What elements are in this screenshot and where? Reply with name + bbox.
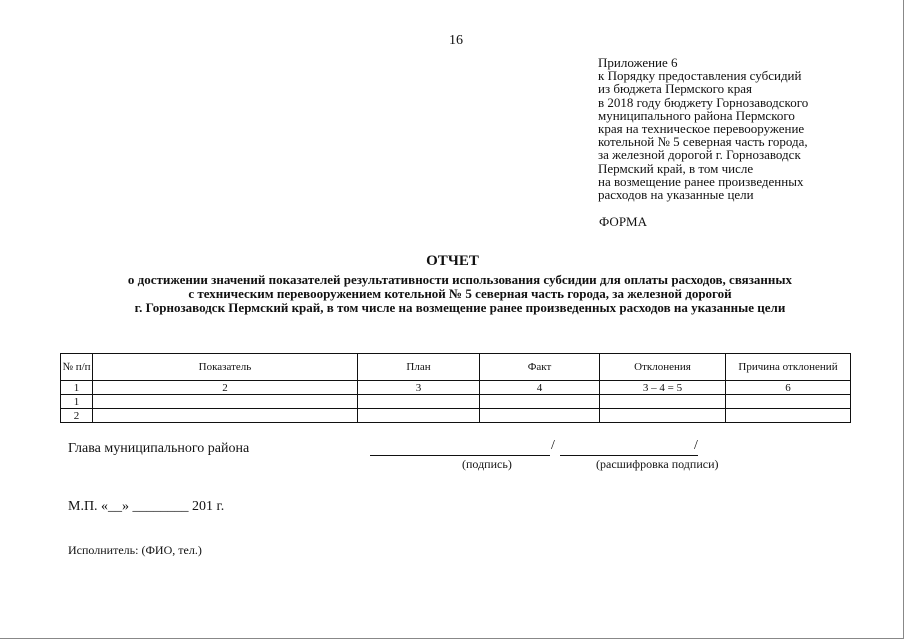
appendix-line: Приложение 6 [598, 55, 678, 70]
table-cell: 3 – 4 = 5 [600, 381, 726, 395]
table-cell [726, 395, 851, 409]
table-cell [93, 409, 358, 423]
table-header-row [61, 354, 851, 381]
signature-caption: (подпись) [462, 457, 512, 471]
document-title: ОТЧЕТ [426, 253, 479, 269]
table-row [61, 395, 851, 409]
header-number: № п/п [61, 354, 93, 381]
table-cell [480, 409, 600, 423]
table-cell: 6 [726, 381, 851, 395]
header-deviations: Отклонения [600, 354, 726, 381]
report-table [60, 353, 851, 423]
header-deviation-reason: Причина отклонений [726, 354, 851, 381]
table-cell: 3 [358, 381, 480, 395]
appendix-line: за железной дорогой г. Горнозаводск [598, 147, 801, 163]
table-cell: 2 [93, 381, 358, 395]
table-cell: 4 [480, 381, 600, 395]
stamp-date-line: М.П. «__» ________ 201 г. [68, 499, 225, 514]
table-cell: 1 [61, 395, 93, 409]
table-cell [726, 409, 851, 423]
header-plan: План [358, 354, 480, 381]
signature-line [370, 455, 550, 456]
table-numbering-row [61, 381, 851, 395]
page-number: 16 [449, 33, 463, 48]
appendix-line: в 2018 году бюджету Горнозаводского [598, 94, 809, 110]
header-fact: Факт [480, 354, 600, 381]
appendix-line: муниципального района Пермского [598, 107, 795, 123]
appendix-line: расходов на указанные цели [598, 187, 754, 203]
subtitle-line: с техническим перевооружением котельной № 5 северная часть города, за железной дорогой [188, 286, 732, 301]
table-cell [600, 395, 726, 409]
form-label: ФОРМА [599, 214, 647, 229]
signatory-label: Глава муниципального района [68, 441, 250, 456]
appendix-line: из бюджета Пермского края [598, 81, 753, 97]
table-cell: 1 [61, 381, 93, 395]
appendix-line: на возмещение ранее произведенных [598, 173, 804, 189]
header-indicator: Показатель [93, 354, 358, 381]
table-cell [480, 395, 600, 409]
signature-decoding-line [560, 455, 698, 456]
table-cell [93, 395, 358, 409]
document-subtitle [40, 273, 880, 315]
appendix-line: котельной № 5 северная часть города, [598, 134, 808, 150]
subtitle-line: о достижении значений показателей результативности использования субсидии для оплаты расходов, связанных [127, 272, 793, 287]
table-cell [358, 409, 480, 423]
signature-separator: / [551, 438, 555, 453]
appendix-line: края на техническое перевооружение [598, 121, 805, 137]
decoding-caption: (расшифровка подписи) [596, 457, 719, 471]
signature-separator-end: / [694, 438, 698, 453]
appendix-line: Пермский край, в том числе [598, 160, 754, 176]
table-cell [358, 395, 480, 409]
table-cell [600, 409, 726, 423]
table-row [61, 409, 851, 423]
table-cell: 2 [61, 409, 93, 423]
appendix-line: к Порядку предоставления субсидий [598, 68, 802, 84]
appendix-block [598, 56, 808, 201]
subtitle-line: г. Горнозаводск Пермский край, в том числе на возмещение ранее произведенных расходов на указанные цели [134, 300, 786, 315]
executor-line: Исполнитель: (ФИО, тел.) [68, 543, 202, 557]
